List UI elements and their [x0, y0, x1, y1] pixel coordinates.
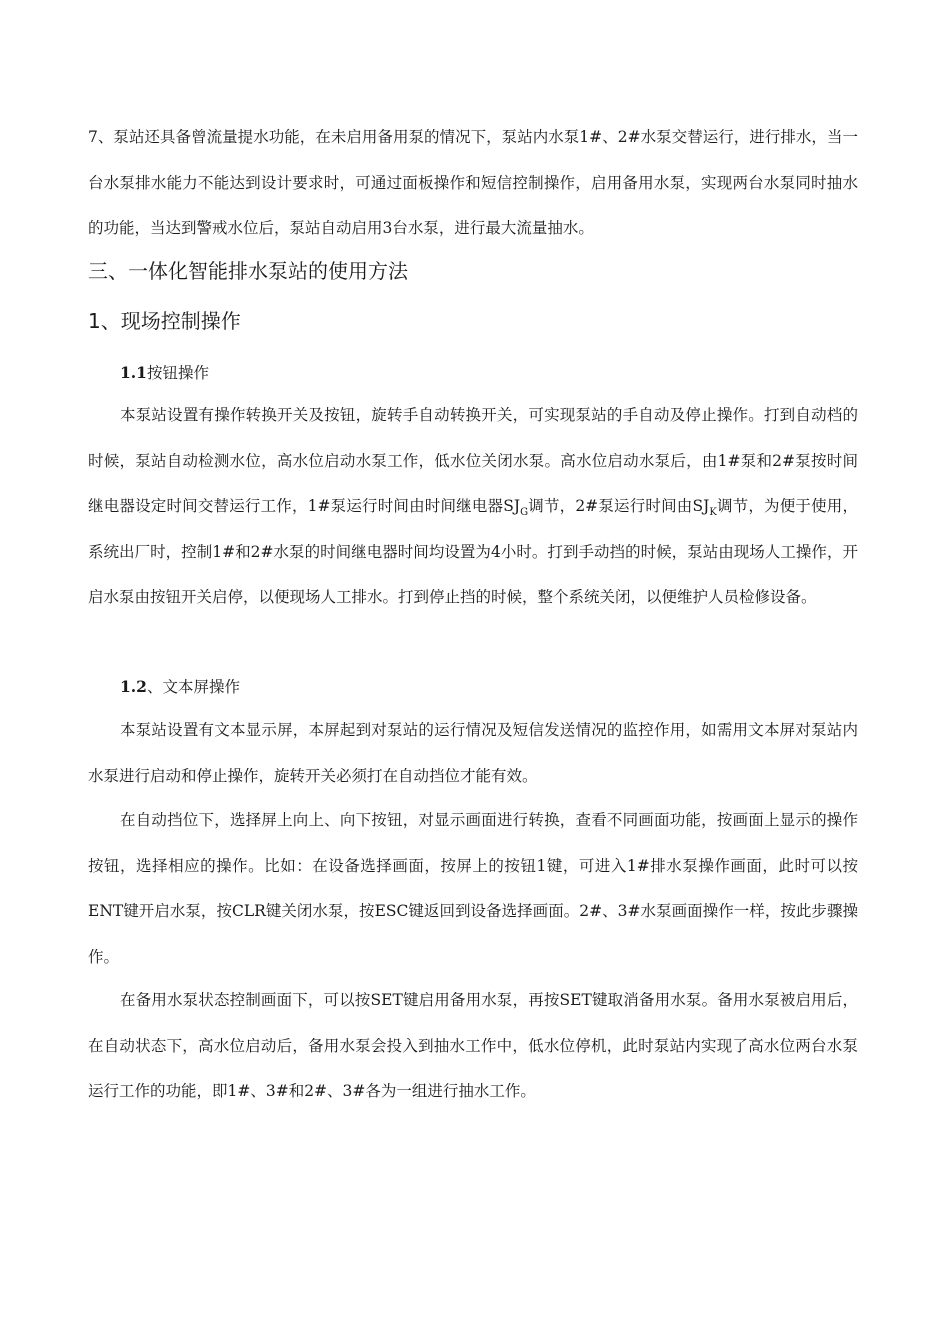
button-operation-text-a: 本泵站设置有操作转换开关及按钮，旋转手自动转换开关，可实现泵站的手自动及停止操作。打到自动档的时候，泵站自动检测水位，高水位启动水泵工作，低水位关闭水泵。高水位启动水泵后，由1#泵和2#泵按时间继电器设定时间交替运行工作，1#泵运行时间由时间继电器SJ — [88, 406, 858, 515]
subsection-1-2-title: 、文本屏操作 — [146, 678, 240, 696]
subsection-1-1-title: 按钮操作 — [146, 364, 209, 382]
relay-subscript-g: G — [520, 507, 529, 518]
text-screen-paragraph-1: 本泵站设置有文本显示屏，本屏起到对泵站的运行情况及短信发送情况的监控作用，如需用文本屏对泵站内水泵进行启动和停止操作，旋转开关必须打在自动挡位才能有效。 — [88, 721, 858, 785]
subsection-1-1-heading — [120, 362, 209, 384]
text-screen-paragraph-2: 在自动挡位下，选择屏上向上、向下按钮，对显示画面进行转换，查看不同画面功能，按画面上显示的操作按钮，选择相应的操作。比如：在设备选择画面，按屏上的按钮1键，可进入1#排水泵操作画面，此时可以按ENT键开启水泵，按CLR键关闭水泵，按ESC键返回到设备选择画面。2#、3#水泵画面操作一样，按此步骤操作。 — [88, 811, 858, 966]
subsection-1-2-heading — [120, 676, 240, 698]
button-operation-text-b: 调节，2#泵运行时间由SJ — [528, 497, 710, 515]
subsection-1-heading: 1、现场控制操作 — [88, 309, 241, 333]
section-3-heading: 三、一体化智能排水泵站的使用方法 — [88, 259, 408, 283]
text-screen-paragraph-3: 在备用水泵状态控制画面下，可以按SET键启用备用水泵，再按SET键取消备用水泵。备用水泵被启用后，在自动状态下，高水位启动后，备用水泵会投入到抽水工作中，低水位停机，此时泵站内实现了高水位两台水泵运行工作的功能，即1#、3#和2#、3#各为一组进行抽水工作。 — [88, 991, 858, 1100]
button-operation-paragraph — [88, 393, 858, 621]
button-operation-text-c: 调节，为便于使用，系统出厂时，控制1#和2#水泵的时间继电器时间均设置为4小时。打到手动挡的时候，泵站由现场人工操作，开启水泵由按钮开关启停，以便现场人工排水。打到停止挡的时候，整个系统关闭，以便维护人员检修设备。 — [88, 497, 858, 606]
subsection-1-2-number: 1.2 — [120, 677, 147, 696]
relay-subscript-k: K — [709, 507, 717, 518]
subsection-1-1-number: 1.1 — [120, 363, 147, 382]
item-7-paragraph: 7、泵站还具备曾流量提水功能，在未启用备用泵的情况下，泵站内水泵1#、2#水泵交替运行，进行排水，当一台水泵排水能力不能达到设计要求时，可通过面板操作和短信控制操作，启用备用水泵，实现两台水泵同时抽水的功能，当达到警戒水位后，泵站自动启用3台水泵，进行最大流量抽水。 — [88, 128, 858, 237]
